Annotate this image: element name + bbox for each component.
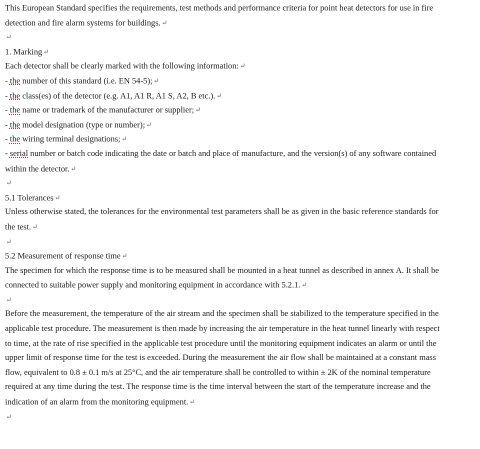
section-heading-tolerances: 5.1 Tolerances↵ [5, 193, 61, 203]
paragraph-mark-icon: ↵ [121, 135, 128, 144]
marking-list-item: - serial number or batch code indicating the date or batch and place of manufacture, and the version(s) of any software contained [5, 148, 437, 158]
paragraph-mark-icon: ↵ [146, 120, 152, 129]
marking-list-tail: within the detector.↵ [5, 164, 77, 174]
marking-list-item: - the number of this standard (i.e. EN 54-5);↵ [5, 76, 160, 86]
paragraph-mark-icon: ↵ [121, 252, 128, 261]
section-heading-marking: 1. Marking↵ [5, 47, 50, 57]
paragraph-mark-icon: ↵ [6, 412, 12, 421]
paragraph-mark-icon: ↵ [195, 106, 201, 115]
paragraph-mark-icon: ↵ [153, 76, 160, 85]
marking-list-item: - the model designation (type or number);↵ [5, 120, 152, 130]
paragraph-mark-icon: ↵ [32, 222, 38, 231]
measurement-paragraph-line: flow, equivalent to 0.8 ± 0.1 m/s at 25°C, and the air temperature shall be controlled to within ± 2K of the nominal temperature [5, 367, 431, 377]
paragraph-mark-icon: ↵ [189, 398, 196, 407]
marking-lead-text: Each detector shall be clearly marked with the following information:↵ [5, 61, 246, 71]
paragraph-mark-icon: ↵ [6, 237, 12, 246]
marking-list-item: - the name or trademark of the manufacturer or supplier;↵ [5, 105, 201, 115]
paragraph-mark-icon: ↵ [54, 193, 61, 202]
paragraph-mark-icon: ↵ [6, 295, 12, 304]
paragraph-mark-icon: ↵ [70, 164, 77, 173]
paragraph-mark-icon: ↵ [239, 62, 246, 71]
measurement-paragraph-line: upper limit of response time for the test is exceeded. During the measurement the air flow shall be maintained at a constant mass [5, 353, 436, 363]
marking-list-item: - the wiring terminal designations;↵ [5, 134, 128, 144]
marking-list-item: - the class(es) of the detector (e.g. A1, A1 R, A1 S, A2, B etc.).↵ [5, 91, 223, 101]
paragraph-mark-icon: ↵ [216, 91, 223, 100]
measurement-paragraph-line: Before the measurement, the temperature of the air stream and the specimen shall be stabilized to the temperature specified in the [5, 309, 439, 319]
tolerances-body-line: the test.↵ [5, 222, 38, 232]
paragraph-mark-icon: ↵ [6, 33, 12, 42]
response-time-paragraph-line: connected to suitable power supply and monitoring equipment in accordance with 5.2.1.↵ [5, 280, 308, 290]
tolerances-body-line: Unless otherwise stated, the tolerances for the environmental test parameters shall be as given in the basic reference standards for [5, 207, 439, 217]
paragraph-mark-icon: ↵ [6, 179, 12, 188]
empty-paragraph [5, 176, 480, 191]
measurement-paragraph-line: indication of an alarm from the monitoring equipment.↵ [5, 397, 196, 407]
measurement-paragraph-line: required at any time during the test. The response time is the time interval between the start of the temperature increase and the [5, 382, 431, 392]
empty-paragraph [5, 410, 480, 425]
paragraph-mark-icon: ↵ [43, 47, 50, 56]
empty-paragraph [5, 30, 480, 45]
measurement-paragraph-line: to time, at the rate of rise specified in the applicable test procedure until the monitoring equipment indicates an alarm or until the [5, 338, 437, 348]
paragraph-mark-icon: ↵ [161, 18, 168, 27]
measurement-paragraph-line: applicable test procedure. The measurement is then made by increasing the air temperature in the heat tunnel linearly with respect [5, 324, 440, 334]
empty-paragraph [5, 235, 480, 250]
response-time-paragraph-line: The specimen for which the response time is to be measured shall be mounted in a heat tunnel as described in annex A. It shall be [5, 265, 439, 275]
paragraph-mark-icon: ↵ [301, 281, 308, 290]
intro-line-1: This European Standard specifies the requirements, test methods and performance criteria for point heat detectors for use in fire [5, 3, 434, 13]
intro-line-2: detection and fire alarm systems for buildings.↵ [5, 18, 168, 28]
empty-paragraph [5, 293, 480, 308]
section-heading-response-time: 5.2 Measurement of response time↵ [5, 251, 128, 261]
